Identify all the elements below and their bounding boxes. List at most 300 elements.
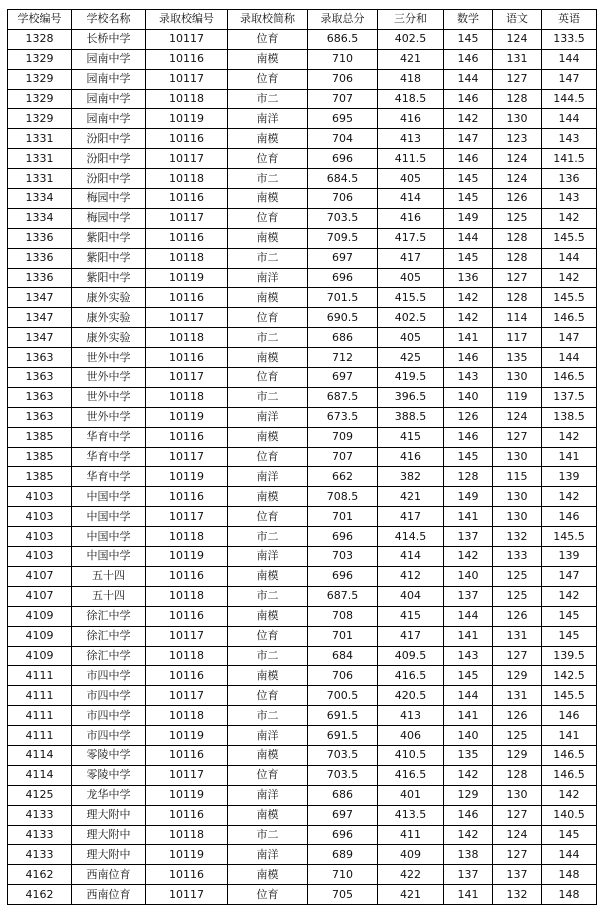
cell-total-score: 696 <box>308 527 378 547</box>
cell-english: 144 <box>542 49 597 69</box>
cell-three-subject-sum: 409.5 <box>378 646 444 666</box>
table-row <box>8 368 597 388</box>
cell-school-code: 4109 <box>8 646 72 666</box>
cell-school-name: 中国中学 <box>72 487 146 507</box>
cell-three-subject-sum: 416 <box>378 109 444 129</box>
cell-school-code: 1334 <box>8 208 72 228</box>
cell-three-subject-sum: 410.5 <box>378 745 444 765</box>
cell-three-subject-sum: 415 <box>378 427 444 447</box>
cell-three-subject-sum: 413 <box>378 129 444 149</box>
cell-school-name: 华育中学 <box>72 447 146 467</box>
cell-school-code: 1363 <box>8 368 72 388</box>
cell-admit-school-short: 南模 <box>228 189 308 209</box>
cell-admit-school-code: 10117 <box>146 507 228 527</box>
header-school-code: 学校编号 <box>8 10 72 30</box>
cell-total-score: 691.5 <box>308 726 378 746</box>
cell-school-name: 世外中学 <box>72 368 146 388</box>
cell-school-code: 4114 <box>8 765 72 785</box>
cell-math: 142 <box>444 825 493 845</box>
cell-admit-school-short: 南模 <box>228 745 308 765</box>
cell-school-name: 汾阳中学 <box>72 129 146 149</box>
admission-scores-table <box>7 9 597 905</box>
cell-three-subject-sum: 402.5 <box>378 29 444 49</box>
cell-school-code: 1331 <box>8 149 72 169</box>
table-row <box>8 129 597 149</box>
table-row <box>8 626 597 646</box>
cell-admit-school-short: 南模 <box>228 49 308 69</box>
cell-total-score: 701.5 <box>308 288 378 308</box>
table-row <box>8 487 597 507</box>
cell-english: 147 <box>542 566 597 586</box>
cell-chinese: 119 <box>493 387 542 407</box>
table-row <box>8 785 597 805</box>
header-admit-school-code: 录取校编号 <box>146 10 228 30</box>
header-total-score: 录取总分 <box>308 10 378 30</box>
cell-math: 135 <box>444 745 493 765</box>
cell-admit-school-code: 10119 <box>146 726 228 746</box>
cell-english: 145.5 <box>542 686 597 706</box>
table-row <box>8 467 597 487</box>
cell-math: 142 <box>444 109 493 129</box>
cell-three-subject-sum: 421 <box>378 49 444 69</box>
cell-school-code: 4107 <box>8 586 72 606</box>
cell-school-code: 4133 <box>8 805 72 825</box>
cell-three-subject-sum: 409 <box>378 845 444 865</box>
cell-three-subject-sum: 418.5 <box>378 89 444 109</box>
cell-chinese: 127 <box>493 268 542 288</box>
cell-math: 140 <box>444 726 493 746</box>
cell-math: 143 <box>444 368 493 388</box>
cell-admit-school-short: 南洋 <box>228 547 308 567</box>
cell-school-code: 1385 <box>8 427 72 447</box>
cell-admit-school-code: 10119 <box>146 268 228 288</box>
cell-admit-school-short: 市二 <box>228 527 308 547</box>
cell-math: 144 <box>444 606 493 626</box>
cell-chinese: 128 <box>493 288 542 308</box>
cell-chinese: 127 <box>493 845 542 865</box>
cell-admit-school-code: 10116 <box>146 49 228 69</box>
cell-school-name: 紫阳中学 <box>72 228 146 248</box>
cell-chinese: 125 <box>493 586 542 606</box>
cell-total-score: 706 <box>308 666 378 686</box>
cell-three-subject-sum: 396.5 <box>378 387 444 407</box>
cell-math: 144 <box>444 686 493 706</box>
cell-admit-school-code: 10118 <box>146 387 228 407</box>
cell-three-subject-sum: 413 <box>378 706 444 726</box>
cell-admit-school-short: 位育 <box>228 686 308 706</box>
cell-math: 146 <box>444 427 493 447</box>
cell-total-score: 706 <box>308 189 378 209</box>
cell-math: 137 <box>444 865 493 885</box>
cell-chinese: 128 <box>493 765 542 785</box>
cell-school-code: 1336 <box>8 248 72 268</box>
cell-total-score: 684 <box>308 646 378 666</box>
table-row <box>8 547 597 567</box>
cell-chinese: 125 <box>493 208 542 228</box>
header-three-subject-sum: 三分和 <box>378 10 444 30</box>
cell-total-score: 708 <box>308 606 378 626</box>
cell-three-subject-sum: 417 <box>378 248 444 268</box>
cell-school-code: 1329 <box>8 89 72 109</box>
cell-math: 142 <box>444 765 493 785</box>
cell-math: 143 <box>444 646 493 666</box>
cell-chinese: 127 <box>493 805 542 825</box>
cell-three-subject-sum: 402.5 <box>378 308 444 328</box>
cell-math: 142 <box>444 308 493 328</box>
cell-english: 145 <box>542 606 597 626</box>
cell-admit-school-code: 10118 <box>146 248 228 268</box>
cell-admit-school-code: 10116 <box>146 228 228 248</box>
cell-school-name: 中国中学 <box>72 527 146 547</box>
header-chinese: 语文 <box>493 10 542 30</box>
cell-chinese: 130 <box>493 109 542 129</box>
cell-school-name: 市四中学 <box>72 726 146 746</box>
cell-math: 145 <box>444 447 493 467</box>
cell-chinese: 133 <box>493 547 542 567</box>
cell-english: 133.5 <box>542 29 597 49</box>
cell-admit-school-code: 10118 <box>146 89 228 109</box>
cell-total-score: 703.5 <box>308 208 378 228</box>
cell-chinese: 130 <box>493 487 542 507</box>
cell-math: 144 <box>444 228 493 248</box>
cell-admit-school-code: 10116 <box>146 606 228 626</box>
cell-admit-school-short: 市二 <box>228 586 308 606</box>
cell-admit-school-code: 10119 <box>146 467 228 487</box>
cell-english: 145.5 <box>542 288 597 308</box>
cell-school-name: 园南中学 <box>72 69 146 89</box>
cell-admit-school-code: 10118 <box>146 169 228 189</box>
cell-english: 136 <box>542 169 597 189</box>
cell-english: 148 <box>542 885 597 905</box>
cell-total-score: 696 <box>308 825 378 845</box>
cell-total-score: 696 <box>308 149 378 169</box>
cell-math: 129 <box>444 785 493 805</box>
cell-school-name: 华育中学 <box>72 467 146 487</box>
cell-english: 143 <box>542 129 597 149</box>
cell-english: 142 <box>542 586 597 606</box>
cell-school-name: 园南中学 <box>72 49 146 69</box>
cell-admit-school-short: 位育 <box>228 885 308 905</box>
cell-chinese: 128 <box>493 248 542 268</box>
cell-english: 139 <box>542 547 597 567</box>
cell-chinese: 123 <box>493 129 542 149</box>
cell-three-subject-sum: 414.5 <box>378 527 444 547</box>
cell-math: 146 <box>444 805 493 825</box>
table-row <box>8 745 597 765</box>
table-body <box>8 29 597 904</box>
cell-three-subject-sum: 401 <box>378 785 444 805</box>
cell-admit-school-short: 位育 <box>228 507 308 527</box>
cell-math: 146 <box>444 89 493 109</box>
cell-math: 145 <box>444 666 493 686</box>
cell-english: 143 <box>542 189 597 209</box>
cell-admit-school-short: 南模 <box>228 487 308 507</box>
cell-english: 141 <box>542 447 597 467</box>
cell-admit-school-short: 南模 <box>228 606 308 626</box>
cell-school-code: 4125 <box>8 785 72 805</box>
cell-school-name: 五十四 <box>72 566 146 586</box>
cell-admit-school-short: 市二 <box>228 825 308 845</box>
cell-math: 146 <box>444 49 493 69</box>
cell-admit-school-short: 南模 <box>228 566 308 586</box>
cell-school-name: 西南位育 <box>72 865 146 885</box>
cell-three-subject-sum: 416 <box>378 447 444 467</box>
cell-english: 146 <box>542 507 597 527</box>
cell-chinese: 128 <box>493 89 542 109</box>
cell-school-name: 汾阳中学 <box>72 169 146 189</box>
cell-total-score: 687.5 <box>308 586 378 606</box>
cell-three-subject-sum: 416.5 <box>378 666 444 686</box>
cell-admit-school-code: 10116 <box>146 566 228 586</box>
cell-admit-school-code: 10116 <box>146 427 228 447</box>
cell-three-subject-sum: 414 <box>378 189 444 209</box>
cell-math: 146 <box>444 149 493 169</box>
cell-chinese: 132 <box>493 885 542 905</box>
table-row <box>8 189 597 209</box>
cell-math: 145 <box>444 189 493 209</box>
cell-english: 146.5 <box>542 368 597 388</box>
header-admit-school-short: 录取校简称 <box>228 10 308 30</box>
cell-math: 140 <box>444 387 493 407</box>
cell-english: 146.5 <box>542 308 597 328</box>
cell-three-subject-sum: 382 <box>378 467 444 487</box>
cell-admit-school-code: 10119 <box>146 109 228 129</box>
cell-school-code: 4103 <box>8 507 72 527</box>
cell-math: 142 <box>444 288 493 308</box>
table-row <box>8 348 597 368</box>
cell-three-subject-sum: 412 <box>378 566 444 586</box>
cell-school-code: 4103 <box>8 527 72 547</box>
cell-chinese: 124 <box>493 29 542 49</box>
cell-school-name: 徐汇中学 <box>72 646 146 666</box>
cell-chinese: 125 <box>493 566 542 586</box>
cell-school-code: 1334 <box>8 189 72 209</box>
cell-three-subject-sum: 420.5 <box>378 686 444 706</box>
cell-school-name: 理大附中 <box>72 825 146 845</box>
table-row <box>8 288 597 308</box>
cell-total-score: 686 <box>308 328 378 348</box>
cell-admit-school-code: 10116 <box>146 805 228 825</box>
cell-school-name: 徐汇中学 <box>72 606 146 626</box>
cell-admit-school-code: 10116 <box>146 129 228 149</box>
cell-total-score: 707 <box>308 447 378 467</box>
table-row <box>8 208 597 228</box>
cell-three-subject-sum: 411.5 <box>378 149 444 169</box>
cell-math: 142 <box>444 547 493 567</box>
table-row <box>8 586 597 606</box>
table-row <box>8 427 597 447</box>
cell-math: 141 <box>444 328 493 348</box>
cell-total-score: 687.5 <box>308 387 378 407</box>
table-row <box>8 825 597 845</box>
cell-english: 142 <box>542 487 597 507</box>
cell-chinese: 127 <box>493 646 542 666</box>
table-row <box>8 248 597 268</box>
table-row <box>8 726 597 746</box>
cell-chinese: 115 <box>493 467 542 487</box>
cell-chinese: 124 <box>493 825 542 845</box>
cell-three-subject-sum: 415 <box>378 606 444 626</box>
cell-admit-school-code: 10117 <box>146 208 228 228</box>
header-math: 数学 <box>444 10 493 30</box>
cell-admit-school-short: 南洋 <box>228 407 308 427</box>
cell-school-name: 理大附中 <box>72 805 146 825</box>
cell-english: 142 <box>542 427 597 447</box>
cell-english: 147 <box>542 328 597 348</box>
cell-total-score: 690.5 <box>308 308 378 328</box>
cell-math: 141 <box>444 706 493 726</box>
cell-admit-school-short: 南模 <box>228 348 308 368</box>
cell-chinese: 124 <box>493 407 542 427</box>
cell-admit-school-code: 10119 <box>146 845 228 865</box>
cell-three-subject-sum: 419.5 <box>378 368 444 388</box>
cell-admit-school-code: 10117 <box>146 368 228 388</box>
cell-english: 145 <box>542 626 597 646</box>
cell-math: 145 <box>444 248 493 268</box>
cell-math: 136 <box>444 268 493 288</box>
cell-total-score: 710 <box>308 865 378 885</box>
cell-school-name: 中国中学 <box>72 507 146 527</box>
cell-school-name: 康外实验 <box>72 288 146 308</box>
cell-admit-school-code: 10117 <box>146 29 228 49</box>
cell-total-score: 709 <box>308 427 378 447</box>
cell-math: 147 <box>444 129 493 149</box>
cell-school-name: 龙华中学 <box>72 785 146 805</box>
cell-total-score: 710 <box>308 49 378 69</box>
cell-school-code: 4111 <box>8 706 72 726</box>
cell-admit-school-short: 南洋 <box>228 467 308 487</box>
cell-three-subject-sum: 388.5 <box>378 407 444 427</box>
cell-admit-school-short: 南洋 <box>228 726 308 746</box>
cell-math: 141 <box>444 885 493 905</box>
cell-admit-school-short: 位育 <box>228 149 308 169</box>
cell-chinese: 124 <box>493 149 542 169</box>
table-row <box>8 149 597 169</box>
cell-school-code: 1363 <box>8 407 72 427</box>
header-school-name: 学校名称 <box>72 10 146 30</box>
cell-three-subject-sum: 422 <box>378 865 444 885</box>
cell-admit-school-code: 10116 <box>146 189 228 209</box>
cell-english: 138.5 <box>542 407 597 427</box>
cell-three-subject-sum: 418 <box>378 69 444 89</box>
cell-admit-school-short: 南模 <box>228 228 308 248</box>
cell-school-name: 市四中学 <box>72 686 146 706</box>
cell-admit-school-code: 10116 <box>146 487 228 507</box>
cell-admit-school-short: 南模 <box>228 288 308 308</box>
cell-total-score: 686 <box>308 785 378 805</box>
cell-three-subject-sum: 404 <box>378 586 444 606</box>
cell-english: 141.5 <box>542 149 597 169</box>
cell-math: 137 <box>444 586 493 606</box>
cell-school-code: 4114 <box>8 745 72 765</box>
cell-admit-school-short: 市二 <box>228 328 308 348</box>
cell-english: 146.5 <box>542 745 597 765</box>
cell-school-code: 1331 <box>8 169 72 189</box>
cell-admit-school-short: 位育 <box>228 29 308 49</box>
cell-chinese: 135 <box>493 348 542 368</box>
cell-three-subject-sum: 417 <box>378 507 444 527</box>
cell-admit-school-code: 10116 <box>146 745 228 765</box>
cell-total-score: 695 <box>308 109 378 129</box>
cell-school-name: 市四中学 <box>72 706 146 726</box>
cell-school-name: 康外实验 <box>72 328 146 348</box>
cell-total-score: 691.5 <box>308 706 378 726</box>
cell-three-subject-sum: 417 <box>378 626 444 646</box>
table-row <box>8 328 597 348</box>
cell-total-score: 707 <box>308 89 378 109</box>
cell-total-score: 697 <box>308 248 378 268</box>
cell-school-code: 1347 <box>8 288 72 308</box>
cell-school-code: 1336 <box>8 228 72 248</box>
cell-school-name: 梅园中学 <box>72 189 146 209</box>
cell-admit-school-code: 10119 <box>146 407 228 427</box>
table-row <box>8 447 597 467</box>
cell-admit-school-code: 10117 <box>146 765 228 785</box>
cell-english: 139 <box>542 467 597 487</box>
cell-math: 145 <box>444 169 493 189</box>
table-row <box>8 268 597 288</box>
cell-admit-school-short: 南洋 <box>228 268 308 288</box>
cell-admit-school-short: 市二 <box>228 89 308 109</box>
cell-english: 144 <box>542 348 597 368</box>
cell-chinese: 126 <box>493 189 542 209</box>
cell-school-code: 1385 <box>8 467 72 487</box>
cell-total-score: 696 <box>308 268 378 288</box>
cell-total-score: 686.5 <box>308 29 378 49</box>
cell-admit-school-short: 位育 <box>228 208 308 228</box>
cell-three-subject-sum: 405 <box>378 268 444 288</box>
cell-math: 141 <box>444 507 493 527</box>
cell-school-name: 园南中学 <box>72 109 146 129</box>
cell-school-code: 1336 <box>8 268 72 288</box>
cell-admit-school-code: 10118 <box>146 527 228 547</box>
cell-school-code: 4109 <box>8 626 72 646</box>
table-row <box>8 69 597 89</box>
cell-english: 146.5 <box>542 765 597 785</box>
cell-three-subject-sum: 417.5 <box>378 228 444 248</box>
cell-admit-school-code: 10118 <box>146 706 228 726</box>
cell-total-score: 701 <box>308 626 378 646</box>
table-row <box>8 765 597 785</box>
cell-three-subject-sum: 416 <box>378 208 444 228</box>
table-row <box>8 89 597 109</box>
cell-total-score: 706 <box>308 69 378 89</box>
cell-total-score: 703.5 <box>308 765 378 785</box>
cell-admit-school-short: 位育 <box>228 765 308 785</box>
cell-school-name: 零陵中学 <box>72 765 146 785</box>
cell-math: 145 <box>444 29 493 49</box>
cell-chinese: 137 <box>493 865 542 885</box>
table-row <box>8 527 597 547</box>
cell-admit-school-code: 10116 <box>146 348 228 368</box>
cell-three-subject-sum: 413.5 <box>378 805 444 825</box>
cell-math: 140 <box>444 566 493 586</box>
cell-total-score: 708.5 <box>308 487 378 507</box>
table-row <box>8 885 597 905</box>
table-row <box>8 666 597 686</box>
cell-admit-school-short: 位育 <box>228 69 308 89</box>
cell-chinese: 126 <box>493 606 542 626</box>
cell-total-score: 696 <box>308 566 378 586</box>
cell-school-name: 园南中学 <box>72 89 146 109</box>
cell-total-score: 684.5 <box>308 169 378 189</box>
cell-admit-school-code: 10118 <box>146 328 228 348</box>
cell-three-subject-sum: 411 <box>378 825 444 845</box>
cell-english: 144 <box>542 248 597 268</box>
cell-chinese: 127 <box>493 69 542 89</box>
table-row <box>8 646 597 666</box>
cell-english: 142 <box>542 268 597 288</box>
